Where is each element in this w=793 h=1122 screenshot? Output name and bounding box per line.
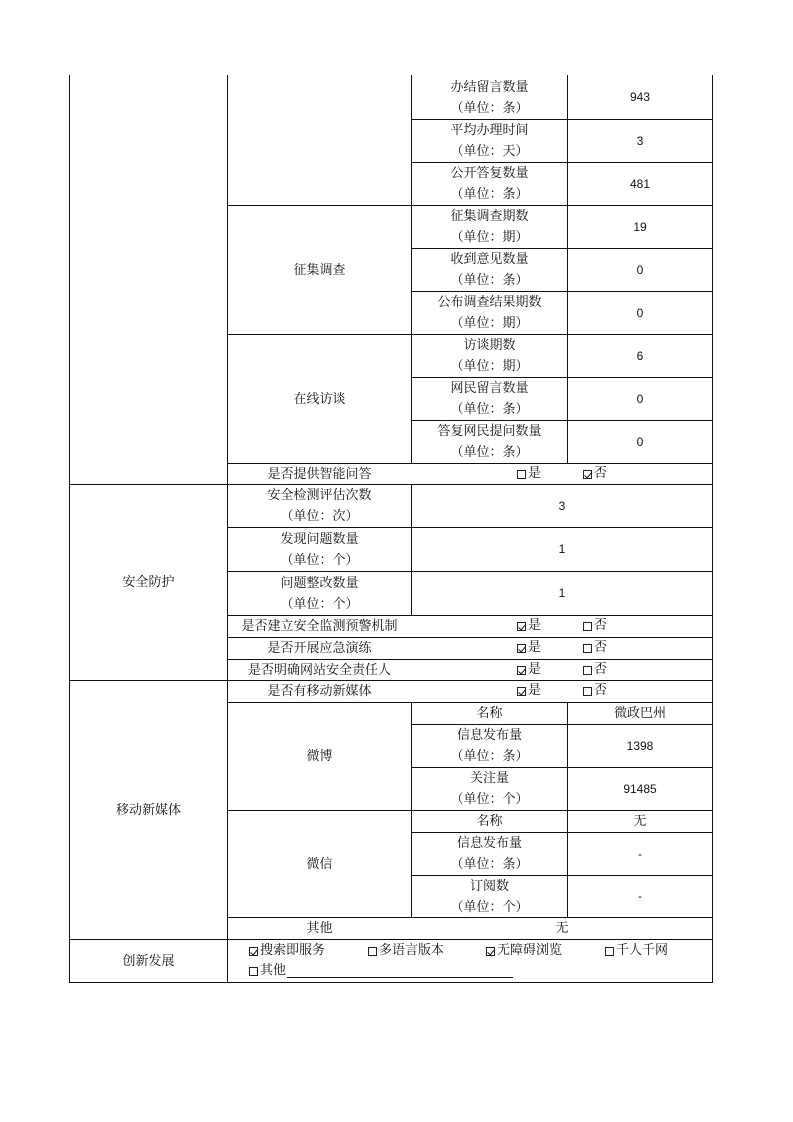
fangtan-qishu-label: 访谈期数 [463, 338, 516, 353]
jieguo-label-cell [412, 292, 567, 334]
multilang-option[interactable] [368, 941, 444, 961]
checkbox-icon[interactable] [583, 666, 592, 675]
weibo-name-label: 名称 [476, 706, 503, 721]
media-yes-option[interactable] [517, 681, 541, 701]
weibo-fabu-value: 1398 [626, 738, 654, 753]
wangmin-liuyan-value: 0 [636, 391, 644, 406]
guanzhu-label-cell [412, 768, 567, 810]
dingyue-label: 订阅数 [469, 878, 509, 894]
yanlian-yes-label: 是 [528, 640, 542, 655]
checkbox-icon[interactable] [517, 622, 526, 631]
guanzhu-label: 关注量 [469, 771, 509, 786]
multilang-option-label: 多语言版本 [379, 943, 445, 958]
qita-label: 其他 [306, 921, 333, 936]
zhengji-group-label: 征集调查 [293, 262, 346, 278]
checkbox-icon[interactable] [583, 622, 592, 631]
accessible-option[interactable] [486, 941, 562, 961]
pingjun-label: 平均办理时间 [450, 123, 529, 138]
zhineng-yes-label: 是 [528, 466, 542, 481]
checkbox-icon[interactable] [517, 470, 526, 479]
zeren-no-label: 否 [594, 662, 608, 677]
checkbox-icon[interactable] [583, 470, 592, 479]
pingjun-label-cell [412, 120, 567, 162]
checkbox-icon[interactable] [583, 644, 592, 653]
checkbox-icon[interactable] [368, 947, 377, 956]
zeren-yes-option[interactable] [517, 660, 541, 680]
yijian-value: 0 [636, 262, 644, 277]
dafu-value: 0 [636, 434, 644, 449]
security-section-label: 安全防护 [122, 575, 175, 590]
gongkai-unit: （单位：条） [450, 187, 529, 202]
banjie-unit: （单位：条） [450, 100, 529, 116]
search-option[interactable] [249, 941, 325, 961]
fangtan-group-label: 在线访谈 [293, 391, 346, 407]
weixin-group-label: 微信 [306, 856, 333, 872]
gongkai-value: 481 [629, 176, 651, 191]
accessible-option-label: 无障碍浏览 [497, 943, 563, 958]
zhengji-qishu-value: 19 [633, 219, 647, 234]
other-option-label: 其他 [260, 963, 287, 978]
media-yes-label: 是 [528, 683, 542, 698]
weixin-name-value: 无 [633, 814, 647, 829]
zhenggai-label-cell [228, 572, 411, 615]
jiance-label: 安全检测评估次数 [267, 488, 372, 503]
zhenggai-label: 问题整改数量 [280, 575, 359, 591]
gongkai-label: 公开答复数量 [450, 166, 529, 181]
dingyue-value: - [638, 889, 642, 903]
zhineng-label: 是否提供智能问答 [267, 466, 372, 482]
yujing-no-label: 否 [594, 618, 608, 633]
dingyue-unit: （单位：个） [450, 899, 529, 915]
yujing-label: 是否建立安全监测预警机制 [241, 619, 398, 634]
checkbox-icon[interactable] [517, 644, 526, 653]
media-section-label: 移动新媒体 [115, 802, 181, 818]
yanlian-no-option[interactable] [583, 638, 607, 658]
dafu-label: 答复网民提问数量 [437, 424, 542, 439]
dingyue-label-cell [412, 876, 567, 917]
faxian-label-cell [228, 528, 411, 571]
dafu-label-cell [412, 421, 567, 463]
wangmin-liuyan-label: 网民留言数量 [450, 381, 529, 396]
other-input-line[interactable] [287, 964, 513, 978]
jieguo-value: 0 [636, 305, 644, 320]
checkbox-icon[interactable] [583, 687, 592, 696]
faxian-value: 1 [558, 542, 566, 556]
yujing-yes-label: 是 [528, 618, 542, 633]
yijian-unit: （单位：条） [450, 273, 529, 288]
checkbox-icon[interactable] [517, 687, 526, 696]
qianren-option[interactable] [605, 941, 668, 961]
weibo-fabu-label: 信息发布量 [456, 728, 522, 743]
weixin-fabu-label: 信息发布量 [456, 836, 522, 851]
weixin-fabu-value: - [638, 846, 642, 861]
wangmin-liuyan-unit: （单位：条） [450, 402, 529, 417]
pingjun-unit: （单位：天） [450, 144, 529, 159]
checkbox-icon[interactable] [249, 947, 258, 956]
checkbox-icon[interactable] [517, 666, 526, 675]
banjie-value: 943 [629, 90, 651, 104]
weixin-name-label: 名称 [476, 814, 503, 829]
zeren-yes-label: 是 [528, 662, 542, 677]
innovation-section-label: 创新发展 [122, 953, 175, 969]
fangtan-qishu-unit: （单位：期） [450, 359, 529, 374]
zhengji-qishu-label: 征集调查期数 [450, 209, 529, 224]
checkbox-icon[interactable] [249, 967, 258, 976]
yijian-label-cell [412, 249, 567, 291]
yujing-no-option[interactable] [583, 616, 607, 636]
yanlian-no-label: 否 [594, 640, 608, 655]
fangtan-qishu-value: 6 [636, 348, 644, 363]
yujing-yes-option[interactable] [517, 616, 541, 636]
media-no-label: 否 [594, 683, 608, 698]
fangtan-qishu-label-cell [412, 335, 567, 377]
jiance-label-cell [228, 485, 411, 527]
yanlian-yes-option[interactable] [517, 638, 541, 658]
search-option-label: 搜索即服务 [260, 943, 326, 958]
jiance-unit: （单位：次） [280, 509, 359, 524]
weibo-fabu-unit: （单位：条） [450, 749, 529, 764]
zhenggai-unit: （单位：个） [280, 596, 359, 612]
pingjun-value: 3 [636, 133, 644, 148]
zeren-no-option[interactable] [583, 660, 607, 680]
wangmin-liuyan-label-cell [412, 378, 567, 420]
other-option[interactable] [249, 961, 513, 981]
gongkai-label-cell [412, 163, 567, 205]
guanzhu-value: 91485 [623, 781, 657, 796]
qianren-option-label: 千人千网 [616, 943, 669, 958]
checkbox-icon[interactable] [605, 947, 614, 956]
jiance-value: 3 [558, 498, 566, 513]
yijian-label: 收到意见数量 [450, 252, 529, 267]
zhengji-qishu-unit: （单位：期） [450, 230, 529, 245]
weibo-name-value: 微政巴州 [613, 706, 666, 721]
jieguo-unit: （单位：期） [450, 316, 529, 331]
media-no-option[interactable] [583, 681, 607, 701]
banjie-label: 办结留言数量 [450, 79, 529, 95]
zhineng-no-option[interactable] [583, 464, 607, 484]
jieguo-label: 公布调查结果期数 [437, 295, 542, 310]
zhineng-no-label: 否 [594, 466, 608, 481]
zhenggai-value: 1 [558, 586, 566, 600]
faxian-label: 发现问题数量 [280, 531, 359, 547]
zhengji-qishu-label-cell [412, 206, 567, 248]
weibo-fabu-label-cell [412, 725, 567, 767]
dafu-unit: （单位：条） [450, 445, 529, 460]
weixin-fabu-unit: （单位：条） [450, 857, 529, 872]
zhineng-yes-option[interactable] [517, 464, 541, 484]
yanlian-label: 是否开展应急演练 [267, 641, 372, 656]
zeren-label: 是否明确网站安全责任人 [247, 662, 391, 678]
has-media-label: 是否有移动新媒体 [267, 684, 372, 699]
banjie-label-cell [412, 76, 567, 119]
checkbox-icon[interactable] [486, 947, 495, 956]
weixin-fabu-label-cell [412, 833, 567, 875]
faxian-unit: （单位：个） [280, 552, 359, 568]
guanzhu-unit: （单位：个） [450, 792, 529, 807]
weibo-group-label: 微博 [306, 749, 333, 764]
qita-value: 无 [555, 921, 569, 936]
